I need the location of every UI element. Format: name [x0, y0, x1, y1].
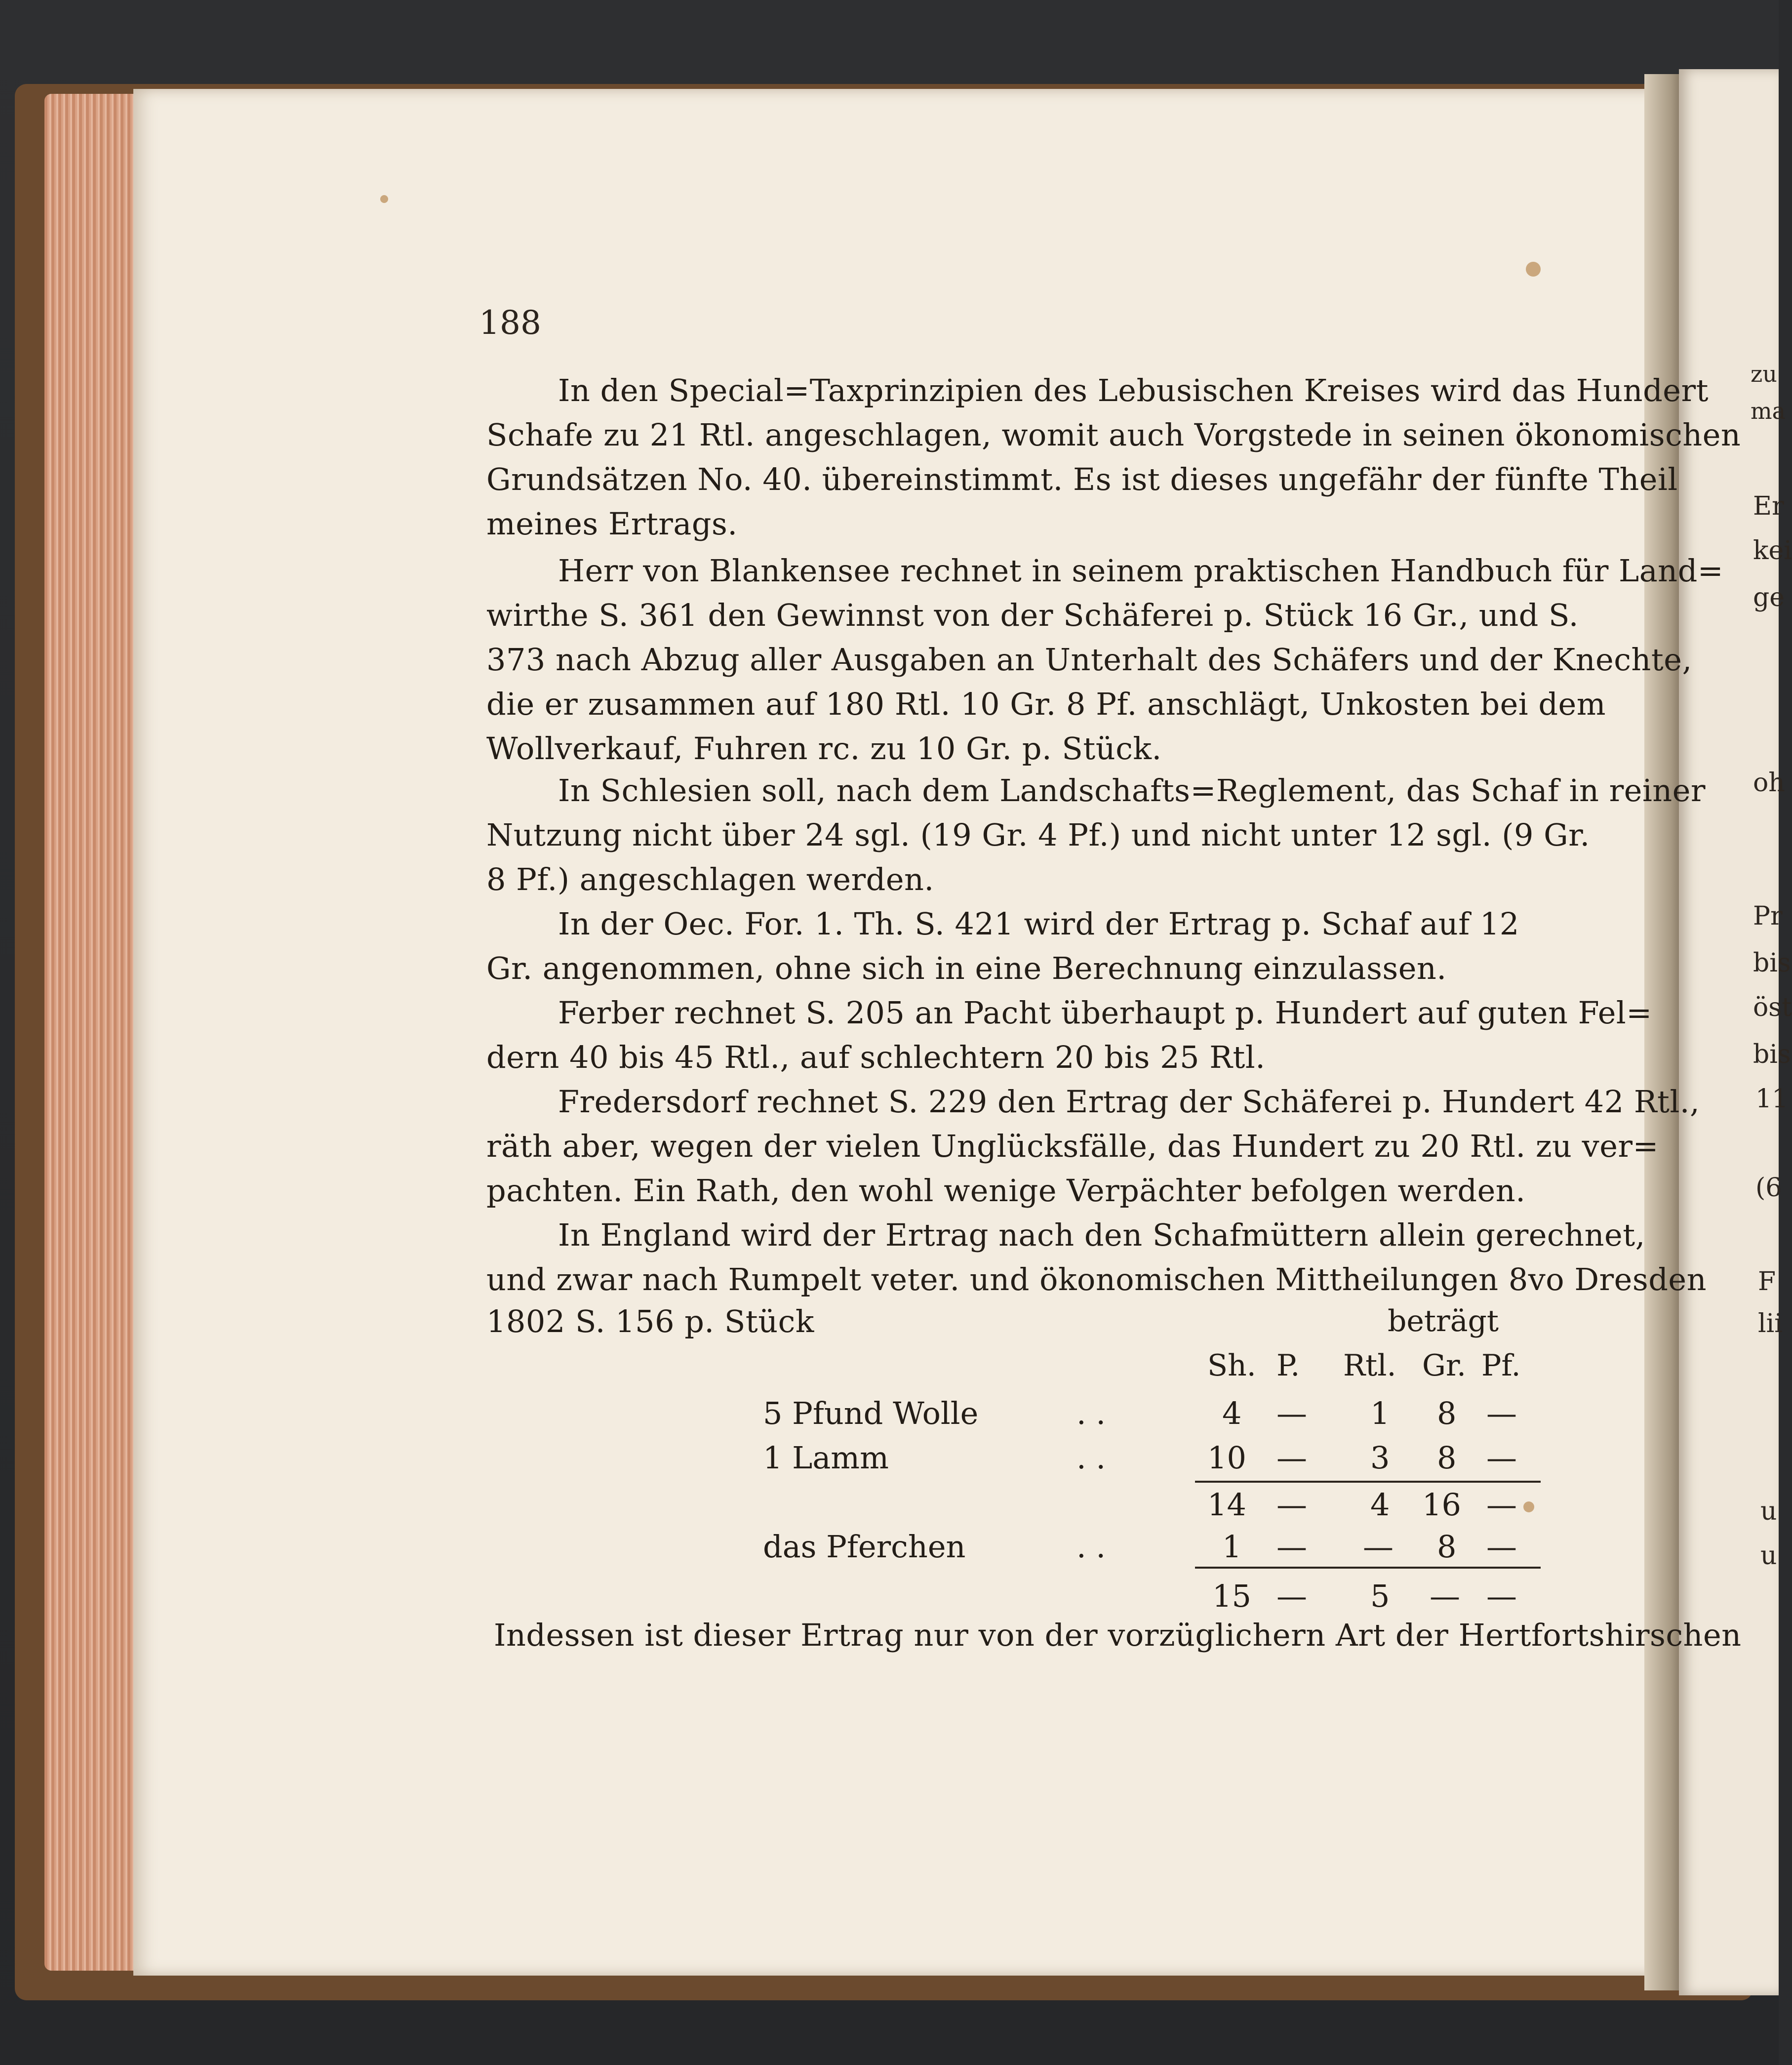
- facing-page-fragment: F: [1758, 1267, 1776, 1296]
- row-label: das Pferchen: [763, 1529, 966, 1565]
- column-header: Pf.: [1481, 1348, 1521, 1383]
- facing-page-fragment: ma: [1751, 398, 1786, 424]
- cell-sh: 10: [1207, 1440, 1246, 1476]
- cell-rtl: 5: [1370, 1578, 1390, 1614]
- facing-page-fragment: Pr: [1753, 901, 1783, 931]
- foxing-spot: [1523, 1501, 1534, 1512]
- text-line: Grundsätzen No. 40. übereinstimmt. Es ist dieses ungefähr der fünfte Theil: [486, 461, 1678, 497]
- total-rule: [1195, 1567, 1541, 1569]
- page-number: 188: [479, 304, 541, 342]
- text-line: In den Special=Taxprinzipien des Lebusischen Kreises wird das Hundert: [558, 372, 1709, 408]
- cell-sh: 1: [1222, 1529, 1242, 1565]
- text-line: die er zusammen auf 180 Rtl. 10 Gr. 8 Pf. anschlägt, Unkosten bei dem: [486, 686, 1606, 722]
- text-line: Ferber rechnet S. 205 an Pacht überhaupt p. Hundert auf guten Fel=: [558, 995, 1652, 1031]
- text-line: In der Oec. For. 1. Th. S. 421 wird der Ertrag p. Schaf auf 12: [558, 906, 1519, 942]
- text-line: 373 nach Abzug aller Ausgaben an Unterhalt des Schäfers und der Knechte,: [486, 642, 1692, 678]
- facing-page-fragment: bis: [1753, 948, 1791, 978]
- cell-rtl: 1: [1370, 1395, 1390, 1431]
- text-line: räth aber, wegen der vielen Unglücksfälle, das Hundert zu 20 Rtl. zu ver=: [486, 1128, 1659, 1164]
- sum-rule: [1195, 1481, 1541, 1483]
- facing-page-fragment: 11: [1755, 1084, 1789, 1114]
- text-line: und zwar nach Rumpelt veter. und ökonomischen Mittheilungen 8vo Dresden: [486, 1261, 1707, 1297]
- row-dots: . .: [1076, 1529, 1106, 1565]
- text-line: In England wird der Ertrag nach den Schafmüttern allein gerechnet,: [558, 1217, 1645, 1253]
- cell-rtl: 4: [1370, 1487, 1390, 1523]
- text-line: In Schlesien soll, nach dem Landschafts=Reglement, das Schaf in reiner: [558, 772, 1706, 809]
- facing-page-fragment: lii: [1758, 1309, 1783, 1338]
- text-line: pachten. Ein Rath, den wohl wenige Verpächter befolgen werden.: [486, 1173, 1526, 1209]
- facing-page-fragment: oh: [1753, 768, 1785, 798]
- cell-pf: —: [1486, 1395, 1517, 1431]
- facing-page-fragment: zu: [1751, 361, 1777, 387]
- table-caption: beträgt: [1388, 1304, 1499, 1338]
- text-line: Herr von Blankensee rechnet in seinem praktischen Handbuch für Land=: [558, 553, 1724, 589]
- book-page: [133, 89, 1689, 1976]
- foxing-spot: [380, 195, 388, 203]
- text-line: Fredersdorf rechnet S. 229 den Ertrag der Schäferei p. Hundert 42 Rtl.,: [558, 1084, 1700, 1120]
- cell-sh: 15: [1212, 1578, 1251, 1614]
- cell-p: —: [1276, 1487, 1307, 1523]
- text-line: Indessen ist dieser Ertrag nur von der vorzüglichern Art der Hertfortshirschen: [494, 1617, 1742, 1653]
- column-header: P.: [1276, 1348, 1300, 1383]
- cell-rtl: 3: [1370, 1440, 1390, 1476]
- text-line: 1802 S. 156 p. Stück: [486, 1303, 814, 1339]
- cell-p: —: [1276, 1578, 1307, 1614]
- cell-gr: 16: [1422, 1487, 1461, 1523]
- text-line: Schafe zu 21 Rtl. angeschlagen, womit auch Vorgstede in seinen ökonomischen: [486, 417, 1741, 453]
- facing-page-fragment: Er: [1753, 491, 1784, 521]
- cell-p: —: [1276, 1529, 1307, 1565]
- cell-gr: 8: [1437, 1440, 1457, 1476]
- facing-page-fragment: u: [1760, 1497, 1777, 1526]
- text-line: meines Ertrags.: [486, 506, 738, 542]
- row-dots: . .: [1076, 1395, 1106, 1431]
- cell-p: —: [1276, 1395, 1307, 1431]
- facing-page-fragment: bis: [1753, 1040, 1791, 1069]
- cell-gr: —: [1430, 1578, 1460, 1614]
- column-header: Rtl.: [1343, 1348, 1396, 1383]
- cell-p: —: [1276, 1440, 1307, 1476]
- row-dots: . .: [1076, 1440, 1106, 1476]
- cell-gr: 8: [1437, 1529, 1457, 1565]
- text-line: 8 Pf.) angeschlagen werden.: [486, 861, 934, 897]
- text-line: Gr. angenommen, ohne sich in eine Berechnung einzulassen.: [486, 950, 1447, 986]
- cell-gr: 8: [1437, 1395, 1457, 1431]
- text-line: Wollverkauf, Fuhren rc. zu 10 Gr. p. Stück.: [486, 730, 1162, 767]
- text-line: Nutzung nicht über 24 sgl. (19 Gr. 4 Pf.) und nicht unter 12 sgl. (9 Gr.: [486, 817, 1590, 853]
- text-line: wirthe S. 361 den Gewinnst von der Schäferei p. Stück 16 Gr., und S.: [486, 597, 1579, 633]
- cell-pf: —: [1486, 1487, 1517, 1523]
- facing-page-fragment: (6: [1755, 1173, 1782, 1203]
- cell-pf: —: [1486, 1578, 1517, 1614]
- facing-page: [1679, 69, 1779, 1995]
- cell-pf: —: [1486, 1529, 1517, 1565]
- facing-page-fragment: kei: [1753, 536, 1792, 566]
- text-line: dern 40 bis 45 Rtl., auf schlechtern 20 bis 25 Rtl.: [486, 1039, 1266, 1075]
- cell-pf: —: [1486, 1440, 1517, 1476]
- facing-page-fragment: öst: [1753, 993, 1792, 1022]
- cell-sh: 14: [1207, 1487, 1246, 1523]
- row-label: 5 Pfund Wolle: [763, 1395, 979, 1431]
- cell-sh: 4: [1222, 1395, 1242, 1431]
- row-label: 1 Lamm: [763, 1440, 889, 1476]
- facing-page-fragment: ge: [1753, 583, 1785, 612]
- column-header: Sh.: [1207, 1348, 1256, 1383]
- facing-page-fragment: u: [1760, 1541, 1777, 1571]
- column-header: Gr.: [1422, 1348, 1467, 1383]
- page-edges: [44, 94, 138, 1971]
- cell-rtl: —: [1363, 1529, 1394, 1565]
- foxing-spot: [1526, 262, 1541, 277]
